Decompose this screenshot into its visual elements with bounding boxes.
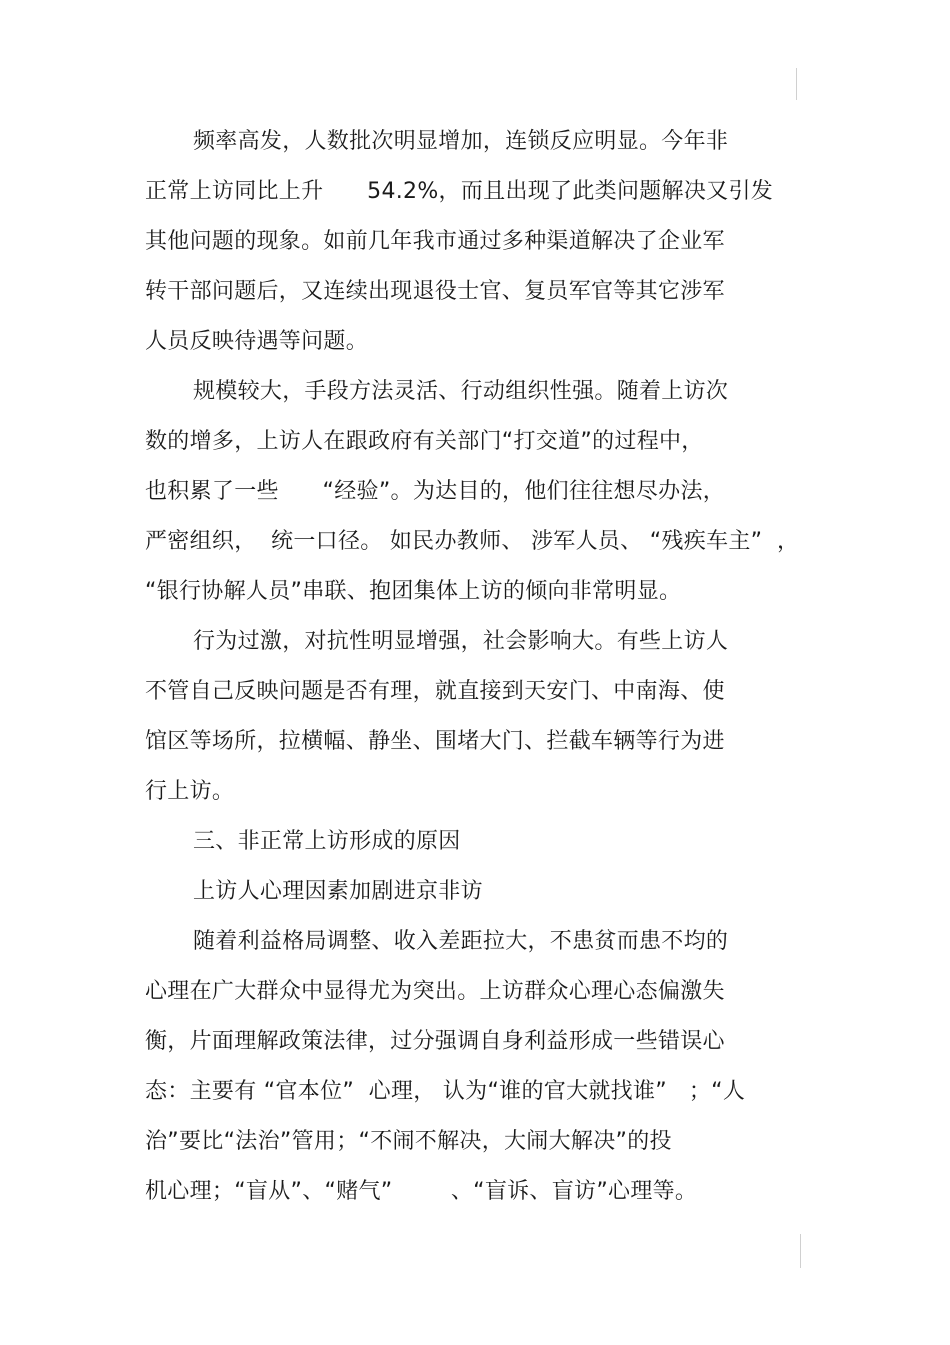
text-line: 衡，片面理解政策法律，过分强调自身利益形成一些错误心: [145, 1029, 725, 1054]
text-line: 人员反映待遇等问题。: [145, 329, 369, 354]
text-line: 行为过激，对抗性明显增强，社会影响大。有些上访人: [193, 629, 729, 654]
text-line: 也积累了一些 “经验”。为达目的，他们往往想尽办法，: [145, 479, 726, 504]
text-line: 严密组织， 统一口径。 如民办教师、 涉军人员、 “残疾车主” ，: [145, 529, 800, 554]
text-line: 正常上访同比上升 54.2%，而且出现了此类问题解决又引发: [145, 179, 774, 204]
text-line: 馆区等场所，拉横幅、静坐、围堵大门、拦截车辆等行为进: [145, 729, 725, 754]
text-line: “银行协解人员”串联、抱团集体上访的倾向非常明显。: [145, 579, 682, 604]
text-line: 不管自己反映问题是否有理，就直接到天安门、中南海、使: [145, 679, 725, 704]
page-corner-mark-top: [796, 68, 797, 100]
text-line: 行上访。: [145, 779, 235, 804]
text-line: 心理在广大群众中显得尤为突出。上访群众心理心态偏激失: [145, 979, 725, 1004]
text-line: 规模较大，手段方法灵活、行动组织性强。随着上访次: [193, 379, 729, 404]
text-line: 随着利益格局调整、收入差距拉大，不患贫而患不均的: [193, 929, 729, 954]
text-line: 转干部问题后，又连续出现退役士官、复员军官等其它涉军: [145, 279, 725, 304]
text-line: 态：主要有 “官本位” 心理， 认为“谁的官大就找谁” ；“人: [145, 1079, 746, 1104]
text-line: 机心理；“盲从”、“赌气” 、“盲诉、盲访”心理等。: [145, 1179, 698, 1204]
text-line: 治”要比“法治”管用；“不闹不解决，大闹大解决”的投: [145, 1129, 672, 1154]
page-corner-mark-bottom: [800, 1234, 801, 1268]
text-line: 其他问题的现象。如前几年我市通过多种渠道解决了企业军: [145, 229, 725, 254]
text-line: 数的增多，上访人在跟政府有关部门“打交道”的过程中，: [145, 429, 704, 454]
section-heading: 三、非正常上访形成的原因: [193, 829, 461, 854]
subsection-heading: 上访人心理因素加剧进京非访: [193, 879, 483, 904]
text-line: 频率高发，人数批次明显增加，连锁反应明显。今年非: [193, 129, 729, 154]
